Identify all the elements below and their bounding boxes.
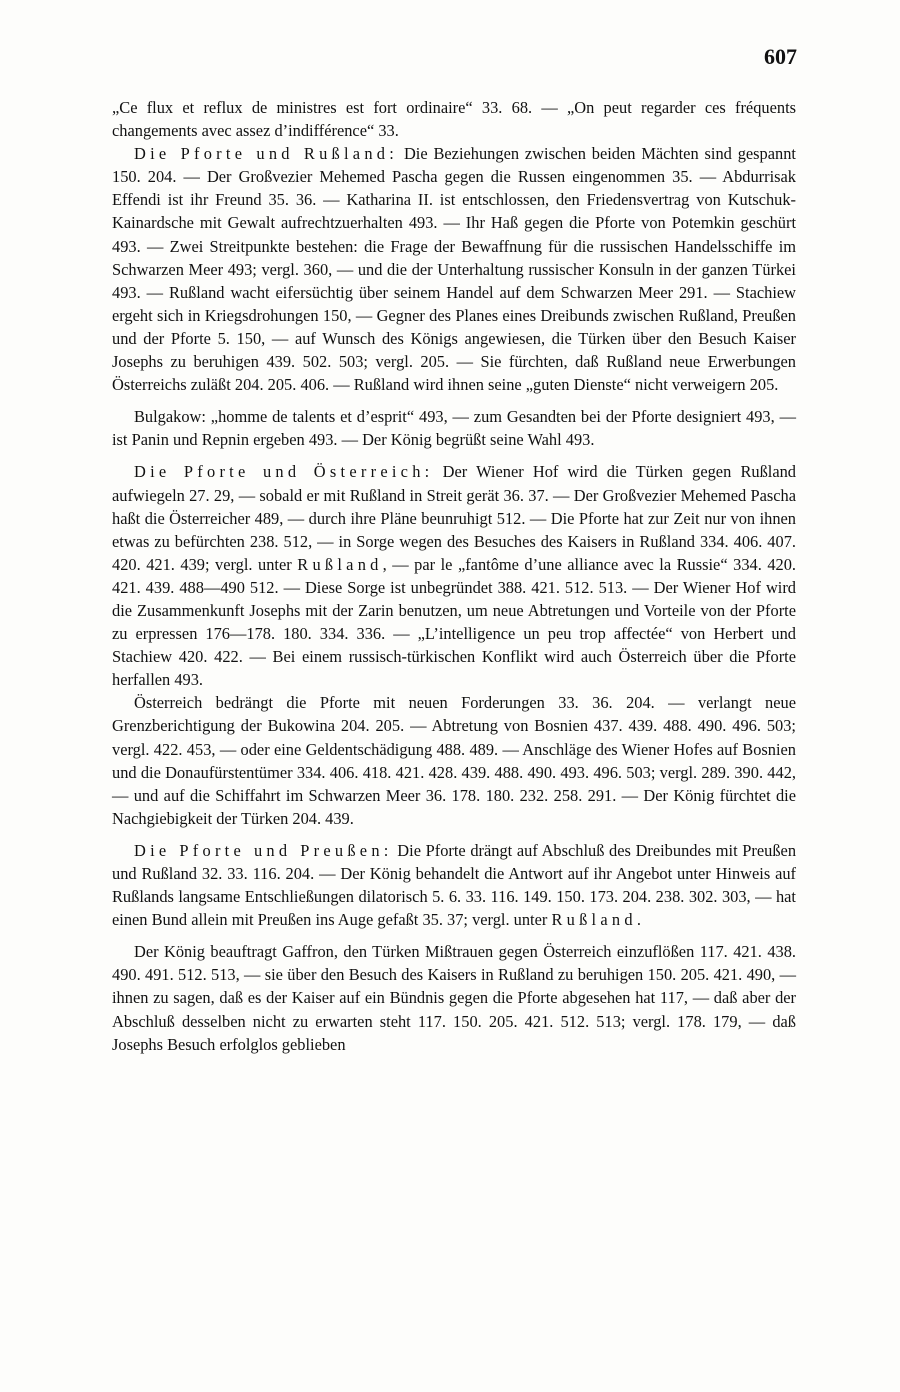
paragraph-text-tail: , — par le „fantôme d’une alliance avec la Russie“ 334. 420. 421. 439. 488—490 512. — Diese Sorge ist unbegründet 388. 421. 512. 513. — Der Wiener Hof wird die Zusammenkunft Josephs mit der Zarin benutzen, um neue Abtretungen und Vorteile von der Pforte zu erpressen 176—178. 180. 334. 336. — „L’intelligence un peu trop affectée“ von Herbert und Stachiew 420. 422. — Bei einem russisch-türkischen Konflikt wird auch Österreich über die Pforte herfallen 493. xyxy=(112,554,797,690)
page-number: 607 xyxy=(764,44,797,69)
section-heading-pforte-russland: Die Pforte und Rußland: xyxy=(134,144,399,164)
paragraph-pforte-oesterreich xyxy=(112,460,796,691)
paragraph-text: Österreich bedrängt die Pforte mit neuen Forderungen 33. 36. 204. — verlangt neue Grenzberichtigung der Bukowina 204. 205. — Abtretung von Bosnien 437. 439. 488. 490. 496. 503; vergl. 422. 453, — oder eine Geldentschädigung 488. 489. — Anschläge des Wiener Hofes auf Bosnien und die Donaufürstentümer 334. 406. 418. 421. 428. 439. 488. 490. 493. 496. 503; vergl. 289. 390. 442, — und auf die Schiffahrt im Schwarzen Meer 36. 178. 180. 232. 258. 291. — Der König fürchtet die Nachgiebigkeit der Türken 204. 439. xyxy=(112,693,796,828)
cross-reference: Rußland xyxy=(297,554,383,574)
paragraph-bulgakow xyxy=(112,405,796,451)
cross-reference: Rußland xyxy=(551,910,637,930)
paragraph-text: Bulgakow: „homme de talents et d’esprit“ 493, — zum Gesandten bei der Pforte designiert 493, — ist Panin und Repnin ergeben 493. — Der König begrüßt seine Wahl 493. xyxy=(112,407,796,450)
paragraph-text: Die Pforte drängt auf Abschluß des Dreibundes mit Preußen und Rußland 32. 33. 116. 204. — Der König behandelt die Antwort auf ihr Angebot unter Hinweis auf Rußlands langsame Entschließungen dilatorisch 5. 6. 33. 116. 149. 150. 173. 204. 238. 302. 303, — hat einen Bund allein mit Preußen ins Auge gefaßt 35. 37; vergl. unter xyxy=(112,840,797,930)
section-heading-pforte-oesterreich: Die Pforte und Österreich: xyxy=(134,462,434,482)
paragraph-pforte-russland xyxy=(112,142,796,396)
index-text xyxy=(112,96,796,1056)
paragraph-text-tail: . xyxy=(636,910,641,930)
section-heading-pforte-preussen: Die Pforte und Preußen: xyxy=(134,840,393,860)
paragraph-text: Der Wiener Hof wird die Türken gegen Rußland aufwiegeln 27. 29, — sobald er mit Rußland in Streit gerät 36. 37. — Der Großvezier Mehemed Pascha haßt die Österreicher 489, — durch ihre Pläne beunruhigt 512. — Die Pforte hat zur Zeit nur von ihnen etwas zu befürchten 238. 512, — in Sorge wegen des Besuches des Kaisers in Rußland 334. 406. 407. 420. 421. 439; vergl. unter xyxy=(112,462,796,574)
paragraph-oesterreich-forderungen xyxy=(112,691,796,830)
paragraph-text: Der König beauftragt Gaffron, den Türken Mißtrauen gegen Österreich einzuflößen 117. 421. 438. 490. 491. 512. 513, — sie über den Besuch des Kaisers in Rußland zu beruhigen 150. 205. 421. 490, — ihnen zu sagen, daß es der Kaiser auf ein Bündnis gegen die Pforte abgesehen hat 117, — daß aber der Abschluß desselben nicht zu erwarten steht 117. 150. 205. 421. 512. 513; vergl. 178. 179, — daß Josephs Besuch erfolglos geblieben xyxy=(112,942,796,1054)
paragraph-koenig-gaffron xyxy=(112,940,796,1055)
paragraph-ministres xyxy=(112,96,796,142)
paragraph-text: „Ce flux et reflux de ministres est fort ordinaire“ 33. 68. — „On peut regarder ces fréquents changements avec assez d’indifférence“ 33. xyxy=(112,98,796,141)
paragraph-text: Die Beziehungen zwischen beiden Mächten sind gespannt 150. 204. — Der Großvezier Mehemed Pascha gegen die Russen eingenommen 35. — Abdurrisak Effendi ist ihr Freund 35. 36. — Katharina II. ist entschlossen, den Friedensvertrag von Kutschuk-Kainardsche mit Gewalt aufrechtzuerhalten 493. — Ihr Haß gegen die Pforte von Potemkin geschürt 493. — Zwei Streitpunkte bestehen: die Frage der Bewaffnung für die russischen Handelsschiffe im Schwarzen Meer 493; vergl. 360, — und die der Unterhaltung russischer Konsuln in der ganzen Türkei 493. — Rußland wacht eifersüchtig über seinem Handel auf dem Schwarzen Meer 291. — Stachiew ergeht sich in Kriegsdrohungen 150, — Gegner des Planes eines Dreibunds zwischen Rußland, Preußen und der Pforte 5. 150, — auf Wunsch des Königs angewiesen, die Türken über den Besuch Kaiser Josephs zu beruhigen 439. 502. 503; vergl. 205. — Sie fürchten, daß Rußland neue Erwerbungen Österreichs zuläßt 204. 205. 406. — Rußland wird ihnen seine „guten Dienste“ nicht verweigern 205. xyxy=(112,144,796,395)
paragraph-pforte-preussen xyxy=(112,839,796,931)
